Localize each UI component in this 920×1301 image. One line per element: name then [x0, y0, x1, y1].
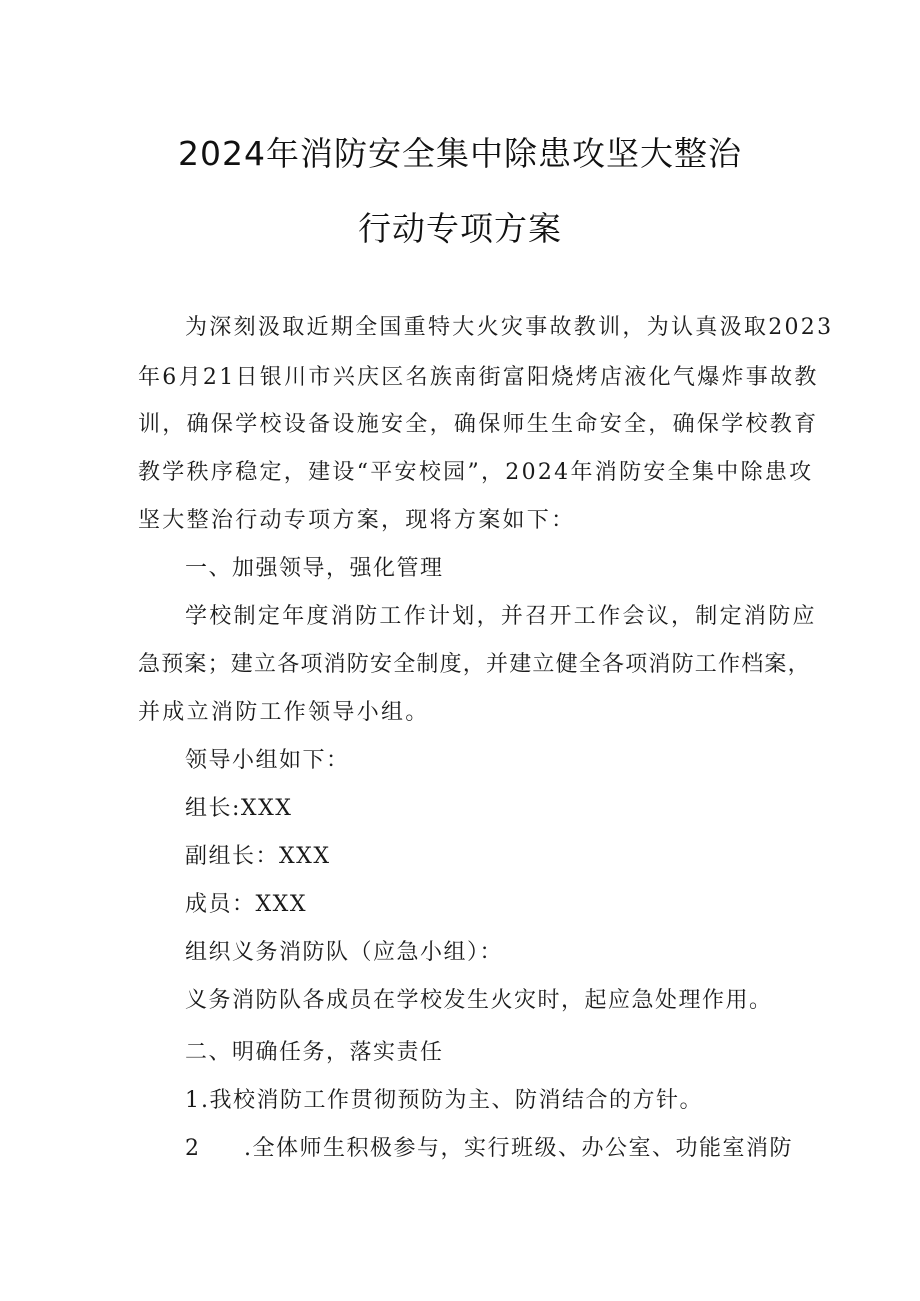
- intro-line-1: 为深刻汲取近期全国重特大火灾事故教训，为认真汲取2023: [185, 315, 834, 340]
- volunteer-team-label: 组织义务消防队（应急小组）：: [185, 940, 504, 965]
- intro-line-5: 坚大整治行动专项方案，现将方案如下：: [138, 508, 576, 533]
- list-item-2-text: .全体师生积极参与，实行班级、办公室、功能室消防: [244, 1136, 793, 1161]
- deputy-leader-entry: 副组长：XXX: [185, 844, 331, 869]
- list-item-2-number: 2: [185, 1136, 199, 1161]
- section-1-para-line-2: 急预案；建立各项消防安全制度，并建立健全各项消防工作档案，: [138, 652, 811, 677]
- section-2-heading: 二、明确任务，落实责任: [185, 1040, 444, 1065]
- volunteer-team-description: 义务消防队各成员在学校发生火灾时，起应急处理作用。: [185, 988, 773, 1013]
- intro-line-3: 训，确保学校设备设施安全，确保师生生命安全，确保学校教育: [138, 412, 819, 437]
- intro-line-4: 教学秩序稳定，建设“平安校园”，2024年消防安全集中除患攻: [138, 460, 814, 485]
- members-entry: 成员：XXX: [185, 892, 307, 917]
- document-title-line-2: 行动专项方案: [358, 209, 562, 248]
- section-1-heading: 一、加强领导，强化管理: [185, 556, 444, 581]
- leadership-label: 领导小组如下：: [185, 748, 350, 773]
- leader-entry: 组长:XXX: [185, 796, 293, 821]
- section-1-para-line-1: 学校制定年度消防工作计划，并召开工作会议，制定消防应: [185, 604, 817, 629]
- document-title-line-1: 2024年消防安全集中除患攻坚大整治: [178, 134, 742, 173]
- intro-line-2: 年6月21日银川市兴庆区名族南街富阳烧烤店液化气爆炸事故教: [138, 365, 819, 390]
- list-item-1-text: .我校消防工作贯彻预防为主、防消结合的方针。: [201, 1088, 703, 1113]
- section-1-para-line-3: 并成立消防工作领导小组。: [138, 700, 430, 725]
- list-item-1-number: 1: [185, 1088, 199, 1113]
